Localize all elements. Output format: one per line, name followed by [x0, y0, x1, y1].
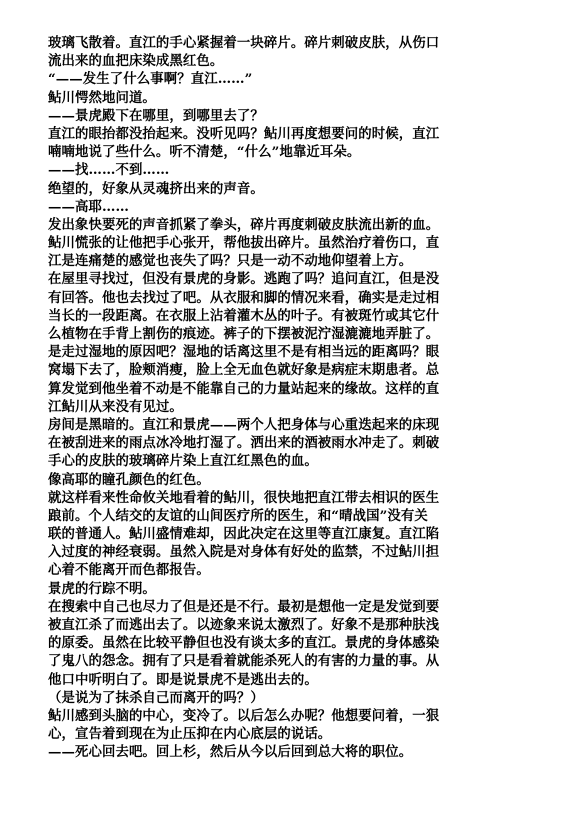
text-line: ——找……不到…… — [48, 162, 170, 179]
text-line: 景虎的行踪不明。 — [48, 580, 156, 597]
text-line: 鲇川愕然地问道。 — [48, 89, 156, 106]
text-line: 在被刮进来的雨点冰冷地打湿了。洒出来的酒被雨水冲走了。刺破 — [48, 435, 440, 452]
text-line: 在搜索中自己也尽力了但是还是不行。最初是想他一定是发觉到要 — [48, 598, 440, 615]
text-line: 在屋里寻找过，但没有景虎的身影。逃跑了吗？追问直江，但是没 — [48, 271, 440, 288]
text-line: 窝塌下去了，脸颊消瘦，脸上全无血色就好象是病症末期患者。总 — [48, 362, 440, 379]
text-line: 手心的皮肤的玻璃碎片染上直江红黑色的血。 — [48, 453, 318, 470]
text-line: 像高耶的瞳孔颜色的红色。 — [48, 471, 210, 488]
text-line: 有回答。他也去找过了吧。从衣服和脚的情况来看，确实是走过相 — [48, 289, 440, 306]
text-line: 心着不能离开而色都报告。 — [48, 562, 210, 579]
text-line: 发出象快要死的声音抓紧了拳头，碎片再度刺破皮肤流出新的血。 — [48, 216, 440, 233]
text-line: ——死心回去吧。回上杉，然后从今以后回到总大将的职位。 — [48, 744, 413, 761]
text-line: 绝望的，好象从灵魂挤出来的声音。 — [48, 180, 264, 197]
text-line: 么植物在手背上割伤的痕迹。裤子的下摆被泥泞湿漉漉地弄脏了。 — [48, 326, 440, 342]
text-line: 就这样看来性命攸关地看着的鲇川，很快地把直江带去相识的医生 — [48, 489, 440, 506]
text-line: “——发生了什么事啊？直江……” — [48, 71, 253, 88]
text-line: ——高耶…… — [48, 198, 129, 215]
text-line: 被直江杀了而逃出去了。以迹象来说太激烈了。好象不是那种肤浅 — [48, 617, 440, 633]
text-line: （是说为了抹杀自己而离开的吗？） — [48, 689, 264, 706]
text-line: 喃喃地说了些什么。听不清楚，“什么”地靠近耳朵。 — [48, 144, 361, 161]
text-line: 当长的一段距离。在衣服上沾着灌木丛的叶子。有被斑竹或其它什 — [48, 307, 440, 324]
text-line: 玻璃飞散着。直江的手心紧握着一块碎片。碎片刺破皮肤，从伤口 — [48, 35, 440, 51]
text-line: 鲇川感到头脑的中心，变冷了。以后怎么办呢？他想要问着，一狠 — [48, 707, 440, 724]
text-line: 江是连痛楚的感觉也丧失了吗？只是一动不动地仰望着上方。 — [48, 253, 413, 270]
text-line: ——景虎殿下在哪里，到哪里去了？ — [48, 107, 264, 124]
text-line: 鲇川慌张的让他把手心张开，帮他拔出碎片。虽然治疗着伤口，直 — [48, 235, 440, 252]
text-line: 算发觉到他坐着不动是不能靠自己的力量站起来的缘故。这样的直 — [48, 380, 440, 397]
text-line: 了鬼八的怨念。拥有了只是看着就能杀死人的有害的力量的事。从 — [48, 653, 440, 670]
text-line: 踉前。个人结交的友谊的山间医疗所的医生，和“晴战国”没有关 — [48, 507, 428, 524]
text-line: 江鲇川从来没有见过。 — [48, 398, 183, 415]
text-line: 入过度的神经衰弱。虽然入院是对身体有好处的监禁，不过鲇川担 — [48, 544, 440, 561]
text-line: 是走过湿地的原因吧？湿地的话离这里不是有相当远的距离吗？眼 — [48, 344, 440, 361]
text-line: 流出来的血把床染成黑红色。 — [48, 53, 224, 70]
text-line: 心，宣告着到现在为止压抑在内心底层的说话。 — [48, 726, 332, 743]
text-line: 直江的眼抬都没抬起来。没听见吗？鲇川再度想要问的时候，直江 — [48, 125, 440, 142]
document-page — [48, 34, 540, 762]
text-line: 联的普通人。鲇川盛情难却，因此决定在这里等直江康复。直江陷 — [48, 526, 440, 543]
text-line: 的原委。虽然在比较平静但也没有谈太多的直江。景虎的身体感染 — [48, 635, 440, 652]
text-line: 房间是黑暗的。直江和景虎——两个人把身体与心重迭起来的床现 — [48, 416, 440, 433]
text-line: 他口中听明白了。即是说景虎不是逃出去的。 — [48, 671, 318, 688]
